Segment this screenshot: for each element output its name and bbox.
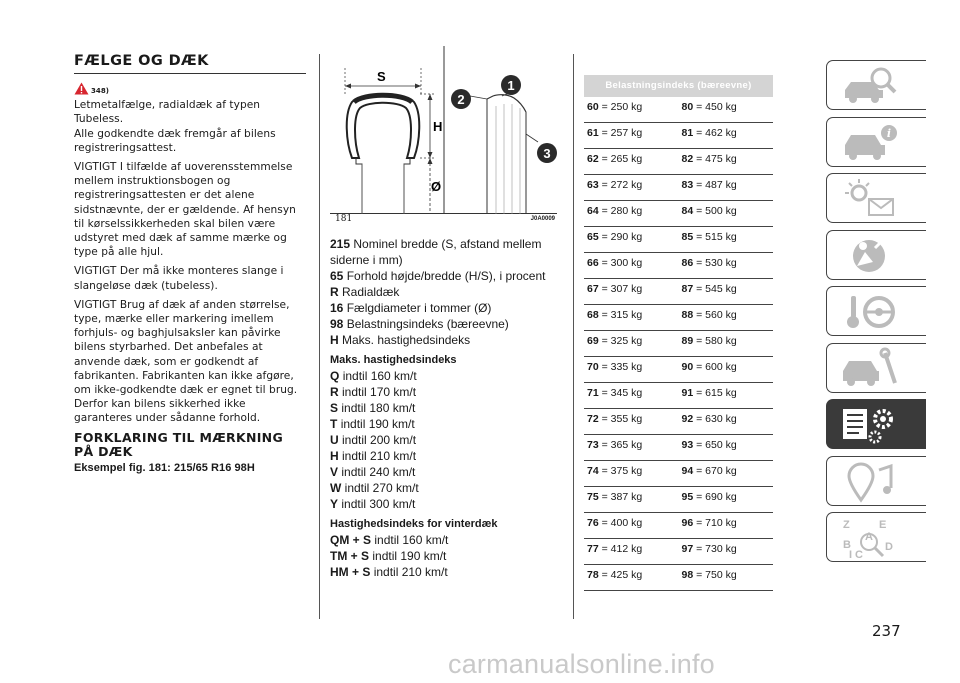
speed-line: R indtil 170 km/t — [330, 385, 417, 399]
speed-line: H indtil 210 km/t — [330, 449, 417, 463]
chapter-tab-car-search[interactable] — [826, 60, 926, 110]
table-cell: 89 = 580 kg — [681, 335, 737, 347]
car-search-icon — [839, 64, 901, 108]
svg-text:A: A — [865, 531, 873, 543]
code-line: 215 Nominel bredde (S, afstand mellem siderne i mm) — [330, 237, 542, 267]
chapter-tab-alphabetical-index[interactable] — [826, 512, 926, 562]
table-cell: 82 = 475 kg — [681, 153, 737, 165]
table-cell: 66 = 300 kg — [587, 257, 643, 269]
dim-label-s: S — [377, 69, 386, 84]
chapter-tab-technical-data-gear[interactable] — [826, 399, 926, 449]
table-row — [584, 357, 773, 383]
table-body — [584, 97, 773, 591]
table-row — [584, 513, 773, 539]
dim-label-o: Ø — [431, 179, 442, 194]
table-cell: 92 = 630 kg — [681, 413, 737, 425]
multimedia-icon — [839, 460, 901, 504]
table-cell: 77 = 412 kg — [587, 543, 643, 555]
figure-number: 181 — [335, 214, 353, 224]
table-row — [584, 227, 773, 253]
table-row — [584, 175, 773, 201]
table-cell: 71 = 345 kg — [587, 387, 643, 399]
code-line: 16 Fælgdiameter i tommer (Ø) — [330, 301, 492, 315]
table-cell: 72 = 355 kg — [587, 413, 643, 425]
page-number: 237 — [872, 622, 901, 640]
alphabetical-index-icon — [839, 516, 901, 560]
table-cell: 67 = 307 kg — [587, 283, 643, 295]
table-row — [584, 253, 773, 279]
svg-text:I: I — [849, 549, 853, 560]
table-row — [584, 279, 773, 305]
table-cell: 85 = 515 kg — [681, 231, 737, 243]
speed-line: V indtil 240 km/t — [330, 465, 416, 479]
section-heading: FÆLGE OG DÆK — [74, 54, 306, 74]
table-cell: 90 = 600 kg — [681, 361, 737, 373]
winter-list — [330, 532, 562, 580]
table-cell: 93 = 650 kg — [681, 439, 737, 451]
tire-cross-section-diagram — [330, 46, 557, 214]
table-row — [584, 97, 773, 123]
chapter-tab-car-info[interactable] — [826, 117, 926, 167]
left-column — [74, 54, 306, 475]
table-row — [584, 305, 773, 331]
subsection-heading: FORKLARING TIL MÆRKNING PÅ DÆK — [74, 429, 284, 459]
table-row — [584, 123, 773, 149]
table-cell: 88 = 560 kg — [681, 309, 737, 321]
svg-text:Z: Z — [843, 519, 850, 531]
svg-text:D: D — [885, 541, 893, 553]
table-cell: 76 = 400 kg — [587, 517, 643, 529]
table-row — [584, 487, 773, 513]
table-cell: 74 = 375 kg — [587, 465, 643, 477]
table-cell: 69 = 325 kg — [587, 335, 643, 347]
table-cell: 94 = 670 kg — [681, 465, 737, 477]
warning-triangle-icon — [74, 82, 89, 95]
table-cell: 73 = 365 kg — [587, 439, 643, 451]
table-row — [584, 201, 773, 227]
table-cell: 64 = 280 kg — [587, 205, 643, 217]
svg-text:E: E — [879, 519, 887, 531]
table-cell: 87 = 545 kg — [681, 283, 737, 295]
steering-key-icon — [839, 290, 901, 334]
table-cell: 75 = 387 kg — [587, 491, 643, 503]
svg-text:B: B — [843, 539, 851, 551]
table-cell: 65 = 290 kg — [587, 231, 643, 243]
code-line: 65 Forhold højde/bredde (H/S), i procent — [330, 269, 546, 283]
table-cell: 97 = 730 kg — [681, 543, 737, 555]
callout-number: 2 — [457, 92, 465, 107]
speed-line: T indtil 190 km/t — [330, 417, 415, 431]
table-cell: 60 = 250 kg — [587, 101, 643, 113]
winter-line: HM + S indtil 210 km/t — [330, 565, 448, 579]
table-cell: 81 = 462 kg — [681, 127, 737, 139]
table-row — [584, 565, 773, 591]
table-cell: 98 = 750 kg — [681, 569, 737, 581]
speed-line: Y indtil 300 km/t — [330, 497, 416, 511]
table-cell: 78 = 425 kg — [587, 569, 643, 581]
winter-line: QM + S indtil 160 km/t — [330, 533, 449, 547]
table-cell: 83 = 487 kg — [681, 179, 737, 191]
table-cell: 62 = 265 kg — [587, 153, 643, 165]
load-index-table — [584, 75, 773, 591]
table-row — [584, 435, 773, 461]
code-list — [330, 236, 562, 348]
airbag-seat-icon — [839, 234, 901, 278]
table-cell: 63 = 272 kg — [587, 179, 643, 191]
warning-light-message-icon — [839, 177, 901, 221]
warning-reference — [74, 82, 306, 96]
tire-figure — [330, 46, 557, 214]
table-cell: 68 = 315 kg — [587, 309, 643, 321]
chapter-tab-steering-key[interactable] — [826, 286, 926, 336]
car-tools-icon — [839, 347, 901, 391]
technical-data-gear-icon — [839, 403, 901, 447]
code-line: R Radialdæk — [330, 285, 400, 299]
column-divider — [573, 54, 574, 619]
speed-line: Q indtil 160 km/t — [330, 369, 417, 383]
table-row — [584, 383, 773, 409]
warning-ref-number: 348) — [91, 87, 110, 96]
figure-caption — [335, 214, 555, 224]
table-cell: 70 = 335 kg — [587, 361, 643, 373]
table-row — [584, 331, 773, 357]
paragraph: VIGTIGT Der må ikke monteres slange i slangeløse dæk (tubeless). — [74, 265, 284, 292]
svg-text:C: C — [855, 549, 863, 560]
table-row — [584, 539, 773, 565]
table-header: Belastningsindeks (bæreevne) — [584, 75, 773, 97]
table-row — [584, 461, 773, 487]
table-cell: 80 = 450 kg — [681, 101, 737, 113]
speed-line: U indtil 200 km/t — [330, 433, 417, 447]
chapter-tab-warning-light-message[interactable] — [826, 173, 926, 223]
car-info-icon — [839, 121, 901, 165]
watermark: carmanualsonline.info — [448, 649, 715, 679]
table-row — [584, 409, 773, 435]
speed-line: W indtil 270 km/t — [330, 481, 419, 495]
svg-text:i: i — [886, 126, 892, 140]
column-divider — [319, 54, 320, 619]
code-line: H Maks. hastighedsindeks — [330, 333, 471, 347]
chapter-tab-multimedia[interactable] — [826, 456, 926, 506]
speed-line: S indtil 180 km/t — [330, 401, 416, 415]
table-cell: 96 = 710 kg — [681, 517, 737, 529]
speed-list — [330, 368, 562, 512]
table-cell: 91 = 615 kg — [681, 387, 737, 399]
figure-code: J0A0009 — [530, 216, 555, 222]
winter-index-title: Hastighedsindeks for vinterdæk — [330, 518, 498, 530]
paragraph: VIGTIGT I tilfælde af uoverensstemmelse mellem instruktionsbogen og registreringsattesten er det alene sidstnævnte, der er gældende. Af hensyn til kørselssikkerheden skal bilen være udstyret med dæk af samme mærke og type på alle hjul. — [74, 161, 296, 259]
chapter-tab-airbag-seat[interactable] — [826, 230, 926, 280]
speed-index-title: Maks. hastighedsindeks — [330, 354, 457, 366]
paragraph: VIGTIGT Brug af dæk af anden størrelse, type, mærke eller markering imellem forhjuls- og baghjulsaksler kan påvirke bilens styrbarhed. Det anbefales at anvende dæk, som er godkendt af fabrikanten. Fabrikanten kan ikke afgøre, om ikke-godkendte dæk er egnet til brug. Derfor kan bilens sikkerhed ikke garanteres under sådanne forhold. — [74, 298, 298, 425]
table-cell: 61 = 257 kg — [587, 127, 643, 139]
callout-number: 3 — [543, 146, 551, 161]
example-line: Eksempel fig. 181: 215/65 R16 98H — [74, 461, 255, 474]
middle-column — [330, 236, 562, 584]
table-row — [584, 149, 773, 175]
winter-line: TM + S indtil 190 km/t — [330, 549, 447, 563]
chapter-tabs — [826, 60, 926, 569]
table-cell: 95 = 690 kg — [681, 491, 737, 503]
paragraph: Letmetalfælge, radialdæk af typen Tubeless. Alle godkendte dæk fremgår af bilens registreringsattest. — [74, 99, 276, 154]
table-cell: 84 = 500 kg — [681, 205, 737, 217]
callout-number: 1 — [507, 78, 515, 93]
code-line: 98 Belastningsindeks (bæreevne) — [330, 317, 509, 331]
chapter-tab-car-tools[interactable] — [826, 343, 926, 393]
dim-label-h: H — [433, 119, 443, 134]
table-cell: 86 = 530 kg — [681, 257, 737, 269]
